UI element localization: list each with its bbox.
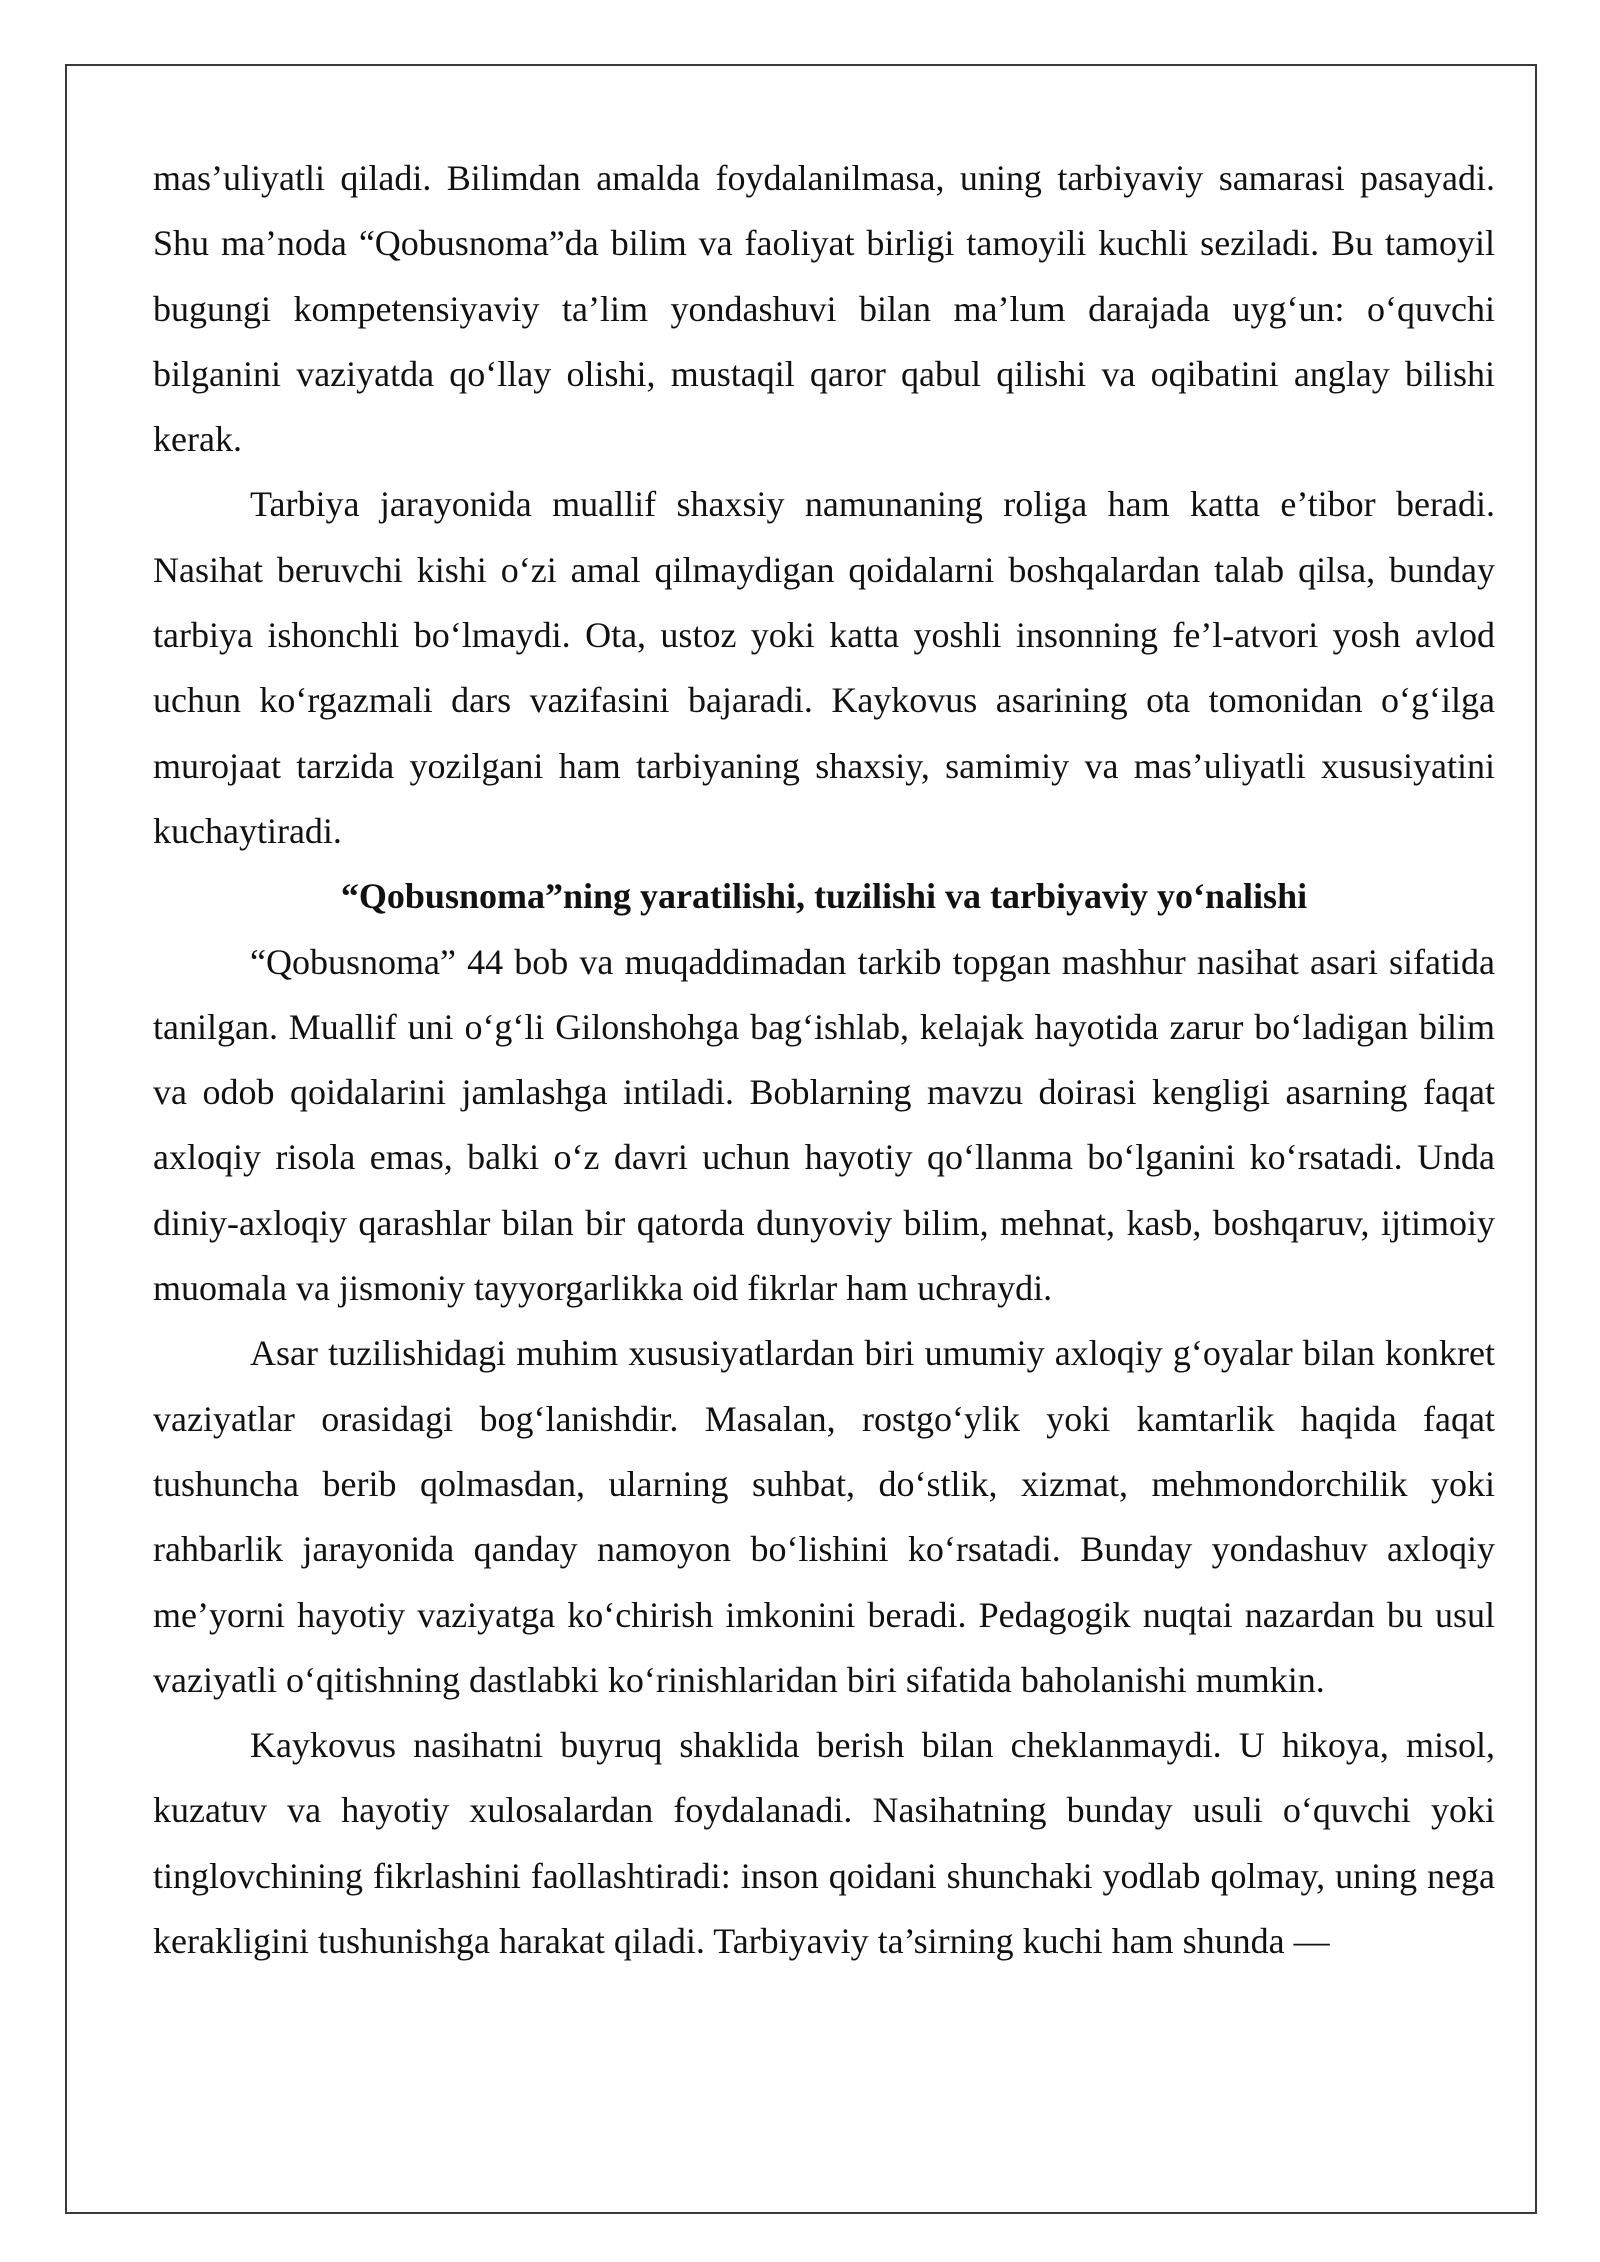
paragraph-5: Kaykovus nasihatni buyruq shaklida berish bilan cheklanmaydi. U hikoya, misol, kuzatuv va hayotiy xulosalardan foydalanadi. Nasihatning bunday usuli o‘quvchi yoki tinglovchining fikrlashini faollashtiradi: inson qoidani shunchaki yodlab qolmay, uning nega kerakligini tushunishga harakat qiladi. Tarbiyaviy ta’sirning kuchi ham shunda —	[153, 1725, 1495, 1962]
document-body	[153, 146, 1495, 1974]
paragraph-3: “Qobusnoma” 44 bob va muqaddimadan tarkib topgan mashhur nasihat asari sifatida tanilgan. Muallif uni o‘g‘li Gilonshohga bag‘ishlab, kelajak hayotida zarur bo‘ladigan bilim va odob qoidalarini jamlashga intiladi. Boblarning mavzu doirasi kengligi asarning faqat axloqiy risola emas, balki o‘z davri uchun hayotiy qo‘llanma bo‘lganini ko‘rsatadi. Unda diniy-axloqiy qarashlar bilan bir qatorda dunyoviy bilim, mehnat, kasb, boshqaruv, ijtimoiy muomala va jismoniy tayyorgarlikka oid fikrlar ham uchraydi.	[153, 941, 1495, 1309]
paragraph-1: mas’uliyatli qiladi. Bilimdan amalda foydalanilmasa, uning tarbiyaviy samarasi pasayadi. Shu ma’noda “Qobusnoma”da bilim va faoliyat birligi tamoyili kuchli seziladi. Bu tamoyil bugungi kompetensiyaviy ta’lim yondashuvi bilan ma’lum darajada uyg‘un: o‘quvchi bilganini vaziyatda qo‘llay olishi, mustaqil qaror qabul qilishi va oqibatini anglay bilishi kerak.	[153, 158, 1495, 460]
section-heading: “Qobusnoma”ning yaratilishi, tuzilishi va tarbiyaviy yo‘nalishi	[340, 876, 1308, 917]
paragraph-4: Asar tuzilishidagi muhim xususiyatlardan biri umumiy axloqiy g‘oyalar bilan konkret vaziyatlar orasidagi bog‘lanishdir. Masalan, rostgo‘ylik yoki kamtarlik haqida faqat tushuncha berib qolmasdan, ularning suhbat, do‘stlik, xizmat, mehmondorchilik yoki rahbarlik jarayonida qanday namoyon bo‘lishini ko‘rsatadi. Bunday yondashuv axloqiy me’yorni hayotiy vaziyatga ko‘chirish imkonini beradi. Pedagogik nuqtai nazardan bu usul vaziyatli o‘qitishning dastlabki ko‘rinishlaridan biri sifatida baholanishi mumkin.	[153, 1333, 1495, 1700]
paragraph-2: Tarbiya jarayonida muallif shaxsiy namunaning roliga ham katta e’tibor beradi. Nasihat beruvchi kishi o‘zi amal qilmaydigan qoidalarni boshqalardan talab qilsa, bunday tarbiya ishonchli bo‘lmaydi. Ota, ustoz yoki katta yoshli insonning fe’l-atvori yosh avlod uchun ko‘rgazmali dars vazifasini bajaradi. Kaykovus asarining ota tomonidan o‘g‘ilga murojaat tarzida yozilgani ham tarbiyaning shaxsiy, samimiy va mas’uliyatli xususiyatini kuchaytiradi.	[153, 484, 1495, 851]
